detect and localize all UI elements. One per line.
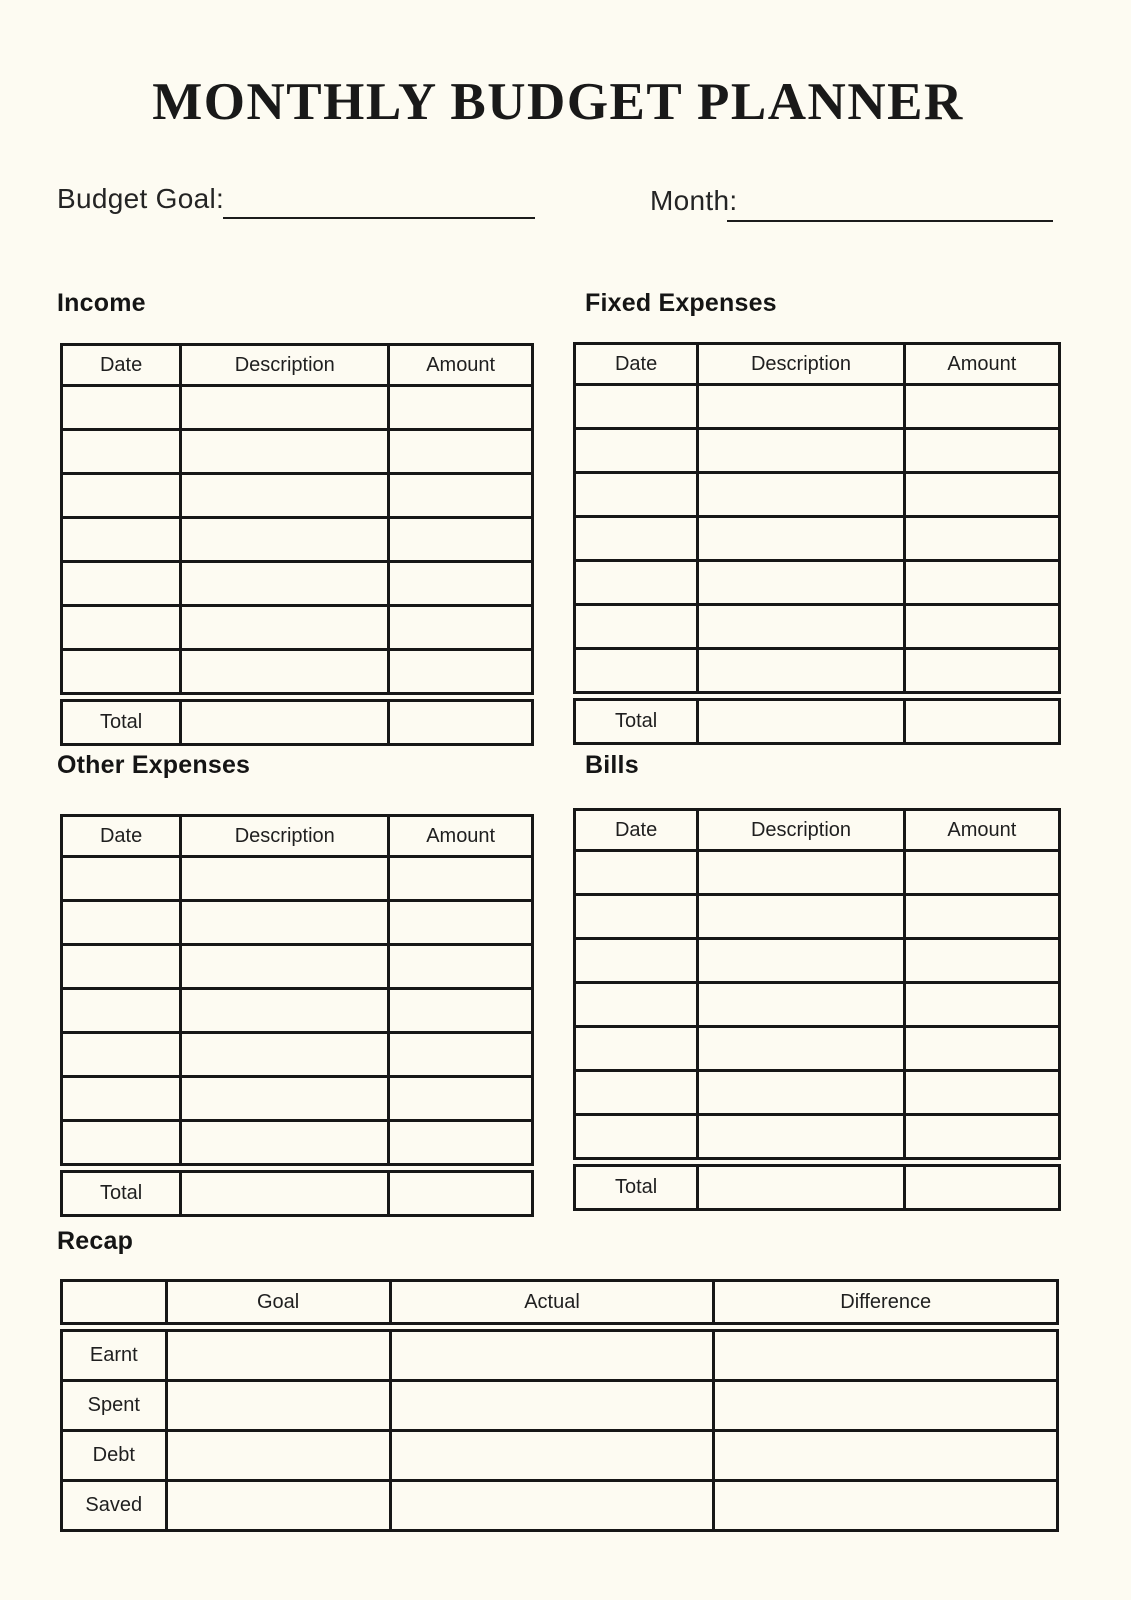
bills-description-cell xyxy=(698,1115,905,1159)
month-line xyxy=(727,220,1053,222)
recap-header-table xyxy=(60,1279,1059,1325)
income-amount-cell xyxy=(389,650,533,694)
recap-column-header-blank xyxy=(62,1281,167,1324)
bills-section xyxy=(573,750,1061,1211)
recap-column-header-difference: Difference xyxy=(714,1281,1058,1324)
bills-amount-cell xyxy=(904,1071,1059,1115)
bills-date-cell xyxy=(575,1027,698,1071)
fixed-expenses-description-cell xyxy=(698,473,905,517)
recap-goal-cell xyxy=(166,1481,390,1531)
recap-row-label: Earnt xyxy=(62,1331,167,1381)
income-total-amount-cell xyxy=(389,701,533,745)
other-expenses-description-cell xyxy=(181,989,389,1033)
income-description-cell xyxy=(181,386,389,430)
bills-row xyxy=(575,1115,1060,1159)
income-row xyxy=(62,606,533,650)
bills-description-cell xyxy=(698,939,905,983)
bills-row xyxy=(575,939,1060,983)
bills-amount-cell xyxy=(904,983,1059,1027)
other-expenses-description-cell xyxy=(181,901,389,945)
fixed-expenses-description-cell xyxy=(698,561,905,605)
bills-header-row xyxy=(575,810,1060,851)
income-column-header-amount: Amount xyxy=(389,345,533,386)
fixed-expenses-amount-cell xyxy=(904,605,1059,649)
income-description-cell xyxy=(181,430,389,474)
page-title: MONTHLY BUDGET PLANNER xyxy=(152,73,964,131)
income-row xyxy=(62,430,533,474)
recap-difference-cell xyxy=(714,1381,1058,1431)
recap-row-label: Saved xyxy=(62,1481,167,1531)
bills-description-cell xyxy=(698,1071,905,1115)
income-date-cell xyxy=(62,606,181,650)
bills-description-cell xyxy=(698,895,905,939)
fixed-expenses-row xyxy=(575,429,1060,473)
recap-goal-cell xyxy=(166,1431,390,1481)
fixed-expenses-row xyxy=(575,649,1060,693)
fixed-expenses-row xyxy=(575,605,1060,649)
month-label: Month: xyxy=(650,185,738,216)
fixed-expenses-header-row xyxy=(575,344,1060,385)
recap-actual-cell xyxy=(390,1381,714,1431)
other-expenses-description-cell xyxy=(181,1121,389,1165)
recap-row-debt xyxy=(62,1431,1058,1481)
income-row xyxy=(62,562,533,606)
recap-table xyxy=(60,1329,1059,1532)
other-expenses-description-cell xyxy=(181,857,389,901)
other-expenses-row xyxy=(62,901,533,945)
income-amount-cell xyxy=(389,518,533,562)
other-expenses-date-cell xyxy=(62,901,181,945)
fixed-expenses-table xyxy=(573,342,1061,694)
fixed-expenses-total-row xyxy=(573,698,1061,745)
budget-goal-line xyxy=(223,217,535,219)
bills-amount-cell xyxy=(904,939,1059,983)
bills-description-cell xyxy=(698,851,905,895)
other-expenses-total-label: Total xyxy=(62,1172,181,1216)
income-date-cell xyxy=(62,650,181,694)
bills-column-header-description: Description xyxy=(698,810,905,851)
other-expenses-description-cell xyxy=(181,1077,389,1121)
income-description-cell xyxy=(181,562,389,606)
fixed-expenses-amount-cell xyxy=(904,561,1059,605)
fixed-expenses-amount-cell xyxy=(904,649,1059,693)
bills-date-cell xyxy=(575,851,698,895)
bills-date-cell xyxy=(575,895,698,939)
bills-section-title: Bills xyxy=(585,751,639,779)
other-expenses-amount-cell xyxy=(389,901,533,945)
income-total-label: Total xyxy=(62,701,181,745)
income-amount-cell xyxy=(389,430,533,474)
bills-total-amount-cell xyxy=(904,1166,1059,1210)
income-description-cell xyxy=(181,474,389,518)
other-expenses-amount-cell xyxy=(389,945,533,989)
bills-row xyxy=(575,983,1060,1027)
fixed-expenses-description-cell xyxy=(698,605,905,649)
other-expenses-total-row xyxy=(60,1170,534,1217)
other-expenses-row xyxy=(62,1033,533,1077)
bills-description-cell xyxy=(698,1027,905,1071)
fixed-expenses-total-amount-cell xyxy=(904,700,1059,744)
other-expenses-section-title: Other Expenses xyxy=(57,751,251,779)
other-expenses-date-cell xyxy=(62,945,181,989)
income-section-title: Income xyxy=(57,289,146,317)
other-expenses-amount-cell xyxy=(389,1077,533,1121)
fixed-expenses-row xyxy=(575,517,1060,561)
recap-goal-cell xyxy=(166,1381,390,1431)
other-expenses-amount-cell xyxy=(389,1121,533,1165)
fixed-expenses-description-cell xyxy=(698,429,905,473)
other-expenses-section xyxy=(57,750,534,1217)
fixed-expenses-amount-cell xyxy=(904,473,1059,517)
income-description-cell xyxy=(181,606,389,650)
bills-description-cell xyxy=(698,983,905,1027)
budget-goal-label: Budget Goal: xyxy=(57,183,225,214)
other-expenses-row xyxy=(62,945,533,989)
fixed-expenses-row xyxy=(575,473,1060,517)
other-expenses-column-header-amount: Amount xyxy=(389,816,533,857)
recap-difference-cell xyxy=(714,1481,1058,1531)
income-amount-cell xyxy=(389,562,533,606)
income-amount-cell xyxy=(389,606,533,650)
bills-total-label: Total xyxy=(575,1166,698,1210)
fixed-expenses-column-header-amount: Amount xyxy=(904,344,1059,385)
income-date-cell xyxy=(62,474,181,518)
income-row xyxy=(62,386,533,430)
recap-actual-cell xyxy=(390,1431,714,1481)
income-row xyxy=(62,650,533,694)
income-date-cell xyxy=(62,430,181,474)
fixed-expenses-column-header-date: Date xyxy=(575,344,698,385)
income-date-cell xyxy=(62,518,181,562)
bills-total-description-cell xyxy=(698,1166,905,1210)
income-description-cell xyxy=(181,518,389,562)
recap-column-header-goal: Goal xyxy=(166,1281,390,1324)
bills-amount-cell xyxy=(904,895,1059,939)
fixed-expenses-amount-cell xyxy=(904,517,1059,561)
income-header-row xyxy=(62,345,533,386)
bills-row xyxy=(575,1071,1060,1115)
recap-difference-cell xyxy=(714,1431,1058,1481)
other-expenses-row xyxy=(62,989,533,1033)
fixed-expenses-description-cell xyxy=(698,385,905,429)
other-expenses-row xyxy=(62,1077,533,1121)
recap-section-title: Recap xyxy=(57,1227,134,1255)
bills-date-cell xyxy=(575,1115,698,1159)
recap-section xyxy=(57,1226,1059,1532)
fixed-expenses-total-label: Total xyxy=(575,700,698,744)
fixed-expenses-date-cell xyxy=(575,605,698,649)
fixed-expenses-section xyxy=(573,288,1061,745)
other-expenses-column-header-date: Date xyxy=(62,816,181,857)
fixed-expenses-description-cell xyxy=(698,649,905,693)
other-expenses-date-cell xyxy=(62,1077,181,1121)
income-column-header-date: Date xyxy=(62,345,181,386)
other-expenses-amount-cell xyxy=(389,989,533,1033)
other-expenses-total-description-cell xyxy=(181,1172,389,1216)
income-column-header-description: Description xyxy=(181,345,389,386)
income-amount-cell xyxy=(389,474,533,518)
fixed-expenses-date-cell xyxy=(575,649,698,693)
income-date-cell xyxy=(62,562,181,606)
bills-column-header-amount: Amount xyxy=(904,810,1059,851)
other-expenses-row xyxy=(62,857,533,901)
bills-date-cell xyxy=(575,983,698,1027)
bills-date-cell xyxy=(575,939,698,983)
other-expenses-date-cell xyxy=(62,857,181,901)
fixed-expenses-column-header-description: Description xyxy=(698,344,905,385)
recap-goal-cell xyxy=(166,1331,390,1381)
fixed-expenses-description-cell xyxy=(698,517,905,561)
bills-amount-cell xyxy=(904,1115,1059,1159)
other-expenses-description-cell xyxy=(181,1033,389,1077)
recap-row-label: Spent xyxy=(62,1381,167,1431)
bills-row xyxy=(575,1027,1060,1071)
income-total-row xyxy=(60,699,534,746)
other-expenses-header-row xyxy=(62,816,533,857)
fixed-expenses-amount-cell xyxy=(904,429,1059,473)
other-expenses-table xyxy=(60,814,534,1166)
income-total-description-cell xyxy=(181,701,389,745)
other-expenses-description-cell xyxy=(181,945,389,989)
income-amount-cell xyxy=(389,386,533,430)
recap-actual-cell xyxy=(390,1481,714,1531)
recap-header-row xyxy=(62,1281,1058,1324)
income-section xyxy=(57,288,534,746)
fixed-expenses-date-cell xyxy=(575,385,698,429)
other-expenses-row xyxy=(62,1121,533,1165)
income-row xyxy=(62,518,533,562)
fixed-expenses-date-cell xyxy=(575,473,698,517)
fixed-expenses-amount-cell xyxy=(904,385,1059,429)
bills-date-cell xyxy=(575,1071,698,1115)
fixed-expenses-total-description-cell xyxy=(698,700,905,744)
fixed-expenses-row xyxy=(575,385,1060,429)
bills-table xyxy=(573,808,1061,1160)
recap-actual-cell xyxy=(390,1331,714,1381)
bills-amount-cell xyxy=(904,1027,1059,1071)
recap-row-saved xyxy=(62,1481,1058,1531)
other-expenses-date-cell xyxy=(62,1121,181,1165)
bills-amount-cell xyxy=(904,851,1059,895)
recap-row-spent xyxy=(62,1381,1058,1431)
bills-row xyxy=(575,895,1060,939)
recap-row-earnt xyxy=(62,1331,1058,1381)
fixed-expenses-date-cell xyxy=(575,517,698,561)
other-expenses-date-cell xyxy=(62,989,181,1033)
fixed-expenses-section-title: Fixed Expenses xyxy=(585,289,777,317)
income-date-cell xyxy=(62,386,181,430)
fixed-expenses-date-cell xyxy=(575,561,698,605)
fixed-expenses-row xyxy=(575,561,1060,605)
recap-row-label: Debt xyxy=(62,1431,167,1481)
bills-total-row xyxy=(573,1164,1061,1211)
fixed-expenses-date-cell xyxy=(575,429,698,473)
income-table xyxy=(60,343,534,695)
recap-difference-cell xyxy=(714,1331,1058,1381)
other-expenses-column-header-description: Description xyxy=(181,816,389,857)
other-expenses-date-cell xyxy=(62,1033,181,1077)
other-expenses-amount-cell xyxy=(389,857,533,901)
recap-column-header-actual: Actual xyxy=(390,1281,714,1324)
income-description-cell xyxy=(181,650,389,694)
bills-column-header-date: Date xyxy=(575,810,698,851)
bills-row xyxy=(575,851,1060,895)
other-expenses-total-amount-cell xyxy=(389,1172,533,1216)
income-row xyxy=(62,474,533,518)
other-expenses-amount-cell xyxy=(389,1033,533,1077)
